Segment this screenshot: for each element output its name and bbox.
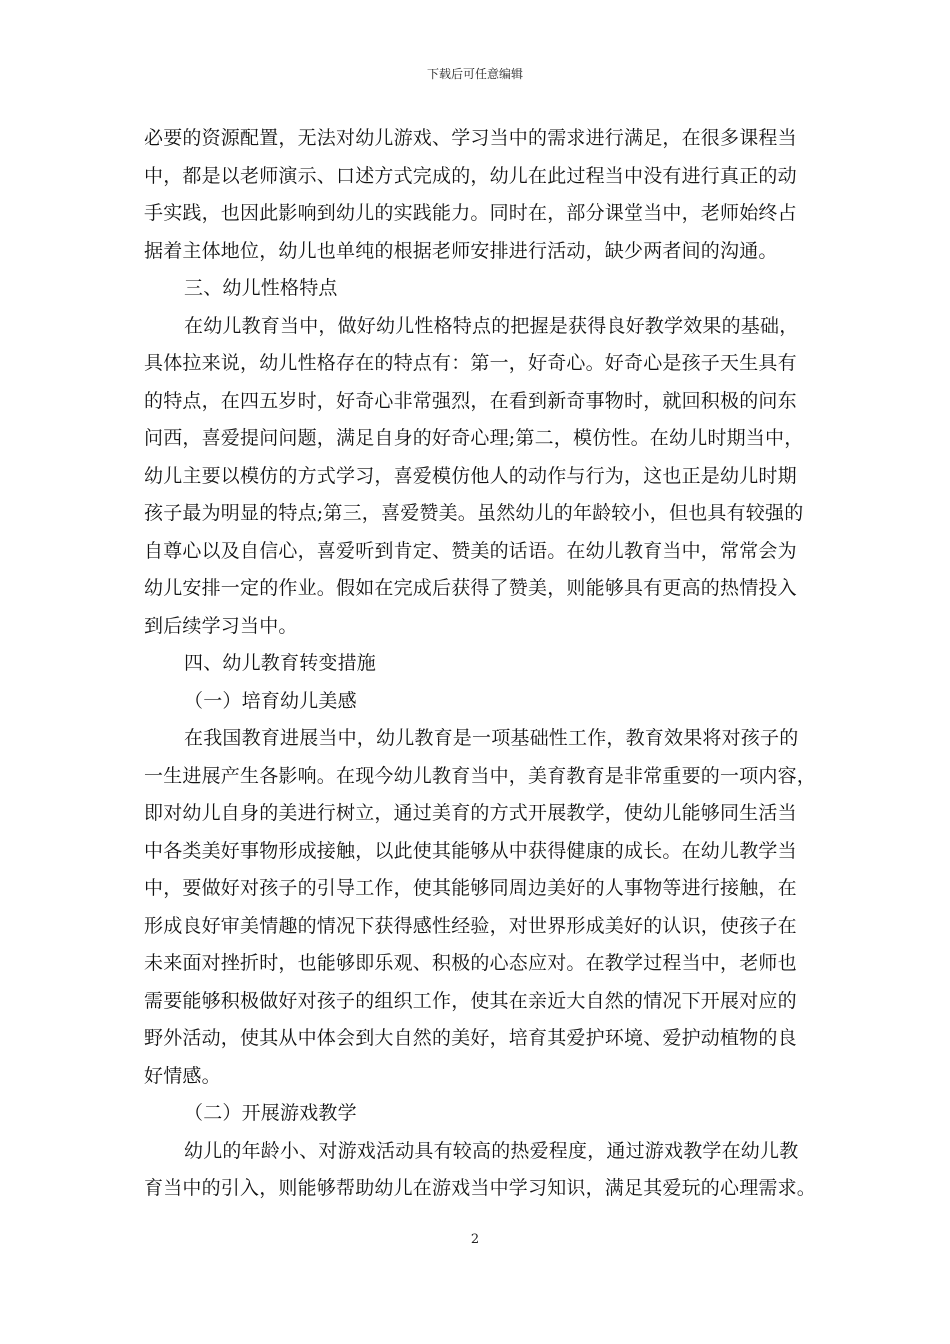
text-line: 三、幼儿性格特点 — [184, 277, 338, 299]
text-line: 好情感。 — [144, 1064, 221, 1087]
document-body — [144, 120, 816, 1208]
text-line: 野外活动，使其从中体会到大自然的美好，培育其爱护环境、爱护动植物的良 — [144, 1027, 797, 1049]
text-line: 即对幼儿自身的美进行树立，通过美育的方式开展教学，使幼儿能够同生活当 — [144, 802, 797, 824]
text-line: 未来面对挫折时，也能够即乐观、积极的心态应对。在教学过程当中，老师也 — [144, 952, 797, 974]
text-line: 孩子最为明显的特点;第三，喜爱赞美。虽然幼儿的年龄较小，但也具有较强的 — [144, 502, 804, 524]
paragraph-game-teaching — [144, 1133, 816, 1208]
section-heading-3 — [144, 270, 816, 308]
text-line: （二）开展游戏教学 — [184, 1102, 357, 1124]
text-line: 的特点，在四五岁时，好奇心非常强烈，在看到新奇事物时，就回积极的问东 — [144, 389, 797, 412]
paragraph-continuation — [144, 120, 816, 270]
text-line: 中各类美好事物形成接触，以此使其能够从中获得健康的成长。在幼儿教学当 — [144, 839, 797, 862]
text-line: 必要的资源配置，无法对幼儿游戏、学习当中的需求进行满足，在很多课程当 — [144, 127, 797, 149]
text-line: 自尊心以及自信心，喜爱听到肯定、赞美的话语。在幼儿教育当中，常常会为 — [144, 539, 797, 562]
text-line: 幼儿主要以模仿的方式学习，喜爱模仿他人的动作与行为，这也正是幼儿时期 — [144, 464, 797, 487]
text-line: 一生进展产生各影响。在现今幼儿教育当中，美育教育是非常重要的一项内容， — [144, 764, 817, 787]
section-heading-4 — [144, 645, 816, 683]
subsection-heading-1 — [144, 683, 816, 721]
paragraph-aesthetic-education — [144, 720, 816, 1095]
text-line: 中，要做好对孩子的引导工作，使其能够同周边美好的人事物等进行接触，在 — [144, 877, 797, 899]
text-line: 据着主体地位，幼儿也单纯的根据老师安排进行活动，缺少两者间的沟通。 — [144, 239, 778, 262]
paragraph-personality-traits — [144, 308, 816, 646]
text-line: （一）培育幼儿美感 — [184, 689, 357, 712]
text-line: 形成良好审美情趣的情况下获得感性经验，对世界形成美好的认识，使孩子在 — [144, 914, 797, 937]
text-line: 到后续学习当中。 — [144, 614, 298, 637]
page-header: 下载后可任意编辑 — [426, 67, 523, 81]
text-line: 幼儿安排一定的作业。假如在完成后获得了赞美，则能够具有更高的热情投入 — [144, 577, 797, 599]
text-line: 具体拉来说，幼儿性格存在的特点有：第一，好奇心。好奇心是孩子天生具有 — [144, 352, 797, 374]
page-number: 2 — [470, 1232, 480, 1247]
text-line: 需要能够积极做好对孩子的组织工作，使其在亲近大自然的情况下开展对应的 — [144, 989, 797, 1012]
subsection-heading-2 — [144, 1095, 816, 1133]
text-line: 幼儿的年龄小、对游戏活动具有较高的热爱程度，通过游戏教学在幼儿教 — [184, 1139, 799, 1162]
text-line: 育当中的引入，则能够帮助幼儿在游戏当中学习知识，满足其爱玩的心理需求。 — [144, 1177, 817, 1199]
text-line: 在幼儿教育当中，做好幼儿性格特点的把握是获得良好教学效果的基础， — [184, 314, 799, 337]
text-line: 手实践，也因此影响到幼儿的实践能力。同时在，部分课堂当中，老师始终占 — [144, 202, 797, 224]
text-line: 四、幼儿教育转变措施 — [184, 652, 377, 674]
text-line: 中，都是以老师演示、口述方式完成的，幼儿在此过程当中没有进行真正的动 — [144, 164, 797, 187]
text-line: 问西，喜爱提问问题，满足自身的好奇心理;第二，模仿性。在幼儿时期当中， — [144, 427, 804, 449]
text-line: 在我国教育进展当中，幼儿教育是一项基础性工作，教育效果将对孩子的 — [184, 727, 799, 749]
